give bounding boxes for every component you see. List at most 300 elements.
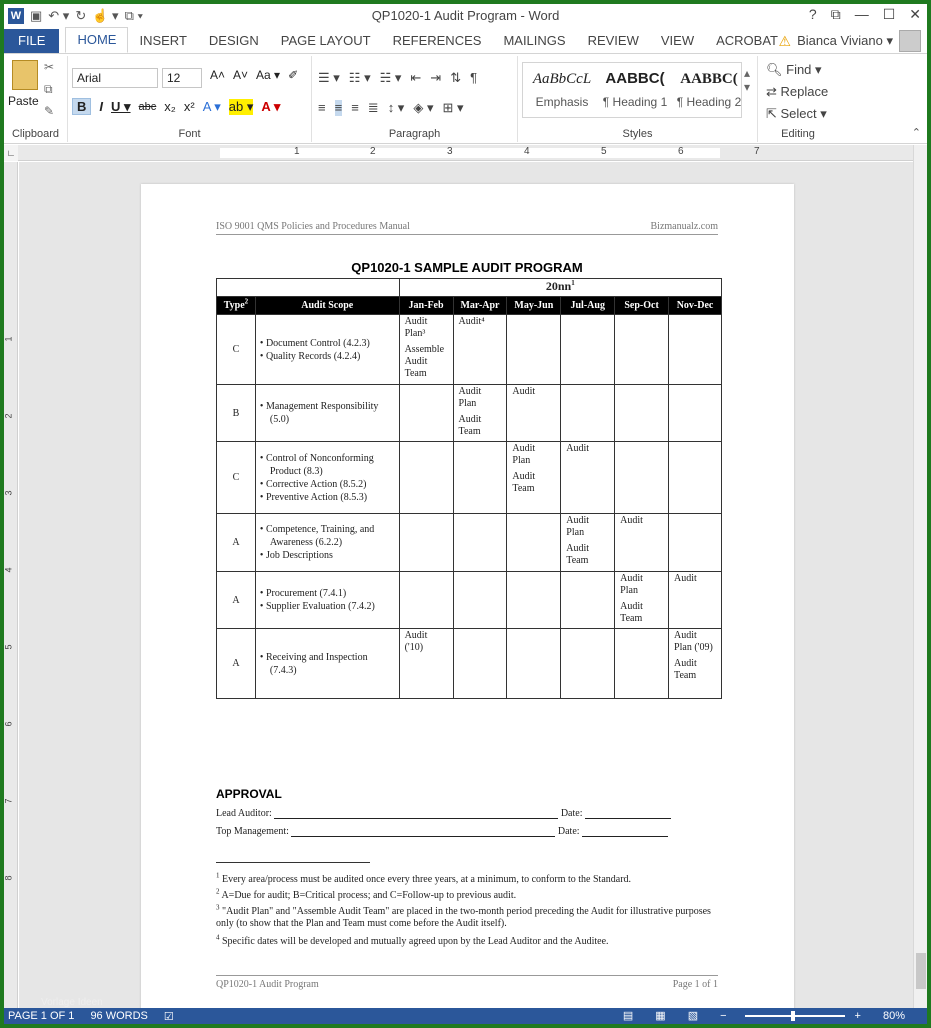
clipboard-group <box>4 56 68 142</box>
footnote-number: 3 <box>216 903 220 912</box>
schedule-cell <box>399 315 453 385</box>
scope-list <box>260 452 395 504</box>
save-icon[interactable]: ▣ <box>30 8 43 23</box>
redo-icon[interactable]: ↻ <box>75 8 87 23</box>
bullet-icon: • <box>259 491 266 503</box>
window-title: QP1020-1 Audit Program - Word <box>371 8 560 23</box>
table-row <box>217 385 722 442</box>
styles-gallery <box>522 62 742 118</box>
styles-scroll-icon[interactable]: ▴ ▾ <box>744 66 751 94</box>
zoom-out-icon[interactable]: − <box>720 1009 727 1022</box>
page-header <box>216 221 718 235</box>
schedule-entry: Audit⁴ <box>458 316 485 327</box>
document-title: QP1020-1 SAMPLE AUDIT PROGRAM <box>351 260 583 275</box>
select-label: Select ▾ <box>780 106 827 121</box>
style-heading2-name: ¶ Heading 2 <box>676 95 742 109</box>
scope-cell <box>255 629 399 699</box>
schedule-entry: Audit Plan <box>458 386 482 409</box>
copy-icon[interactable]: ⧉ <box>44 82 53 96</box>
footnote-number: 1 <box>216 871 220 880</box>
footnote-number: 2 <box>216 887 220 896</box>
scope-item <box>260 523 395 549</box>
bullet-icon: • <box>259 588 266 599</box>
bullet-icon: • <box>259 350 266 362</box>
scope-item <box>260 600 395 613</box>
column-header-type <box>217 297 256 315</box>
header-right: Bizmanualz.com <box>650 221 718 232</box>
font-name-box[interactable]: Arial <box>72 68 158 88</box>
cut-icon[interactable]: ✂ <box>44 60 55 74</box>
footnote-text: Specific dates will be developed and mutually agreed upon by the Lead Auditor and the Auditee. <box>222 936 609 947</box>
user-account[interactable] <box>779 30 921 52</box>
center-icon[interactable]: ≡ <box>334 100 343 115</box>
schedule-cell <box>669 514 722 572</box>
type-cell: B <box>217 385 256 442</box>
paragraph-group-label: Paragraph <box>388 128 441 140</box>
bullet-icon: • <box>259 478 266 490</box>
bullet-icon: • <box>259 651 266 663</box>
footnote <box>216 933 721 948</box>
type-cell: A <box>217 629 256 699</box>
page-count[interactable]: PAGE 1 OF 1 <box>8 1010 75 1022</box>
schedule-entry: Audit <box>620 515 643 526</box>
scope-item <box>260 400 395 426</box>
print-layout-icon[interactable]: ▦ <box>655 1010 666 1022</box>
sort-icon[interactable]: ⇅ <box>450 70 462 85</box>
ruler-number: 1 <box>294 146 300 157</box>
footer-left: QP1020-1 Audit Program <box>216 979 319 990</box>
paste-button[interactable]: Paste <box>8 94 39 108</box>
column-header-month: Mar-Apr <box>453 297 507 315</box>
scope-text: Competence, Training, and <box>265 524 375 535</box>
ruler-number: 6 <box>678 146 684 157</box>
paste-icon[interactable] <box>12 60 38 90</box>
scope-item <box>260 337 395 350</box>
ribbon-display-button[interactable]: ⧉ <box>830 6 841 22</box>
bullet-icon: • <box>259 401 266 412</box>
year-cell <box>399 279 721 297</box>
align-right-icon[interactable]: ≡ <box>351 100 359 115</box>
line-spacing-icon[interactable]: ↕ ▾ <box>387 100 405 115</box>
scope-text: Management Responsibility <box>265 401 379 412</box>
replace-label: Replace <box>780 84 829 99</box>
replace-button[interactable] <box>766 84 828 100</box>
scope-text: Supplier Evaluation (7.4.2) <box>265 601 375 612</box>
tab-acrobat[interactable]: ACROBAT <box>716 33 778 48</box>
vruler-number: 7 <box>4 798 14 804</box>
footnote <box>216 887 721 902</box>
column-header-month: Sep-Oct <box>615 297 669 315</box>
paragraph-group <box>312 56 518 142</box>
tab-page-layout[interactable]: PAGE LAYOUT <box>280 33 371 48</box>
find-button[interactable] <box>766 62 822 78</box>
footnote-text: A=Due for audit; B=Critical process; and C=Follow-up to previous audit. <box>221 890 517 901</box>
font-color-icon[interactable]: A ▾ <box>261 98 281 114</box>
text-effects-icon[interactable]: A ▾ <box>202 98 221 114</box>
borders-icon[interactable]: ⊞ ▾ <box>442 100 464 115</box>
schedule-cell <box>507 315 561 385</box>
clipboard-group-label: Clipboard <box>11 128 60 140</box>
font-group-label: Font <box>178 128 201 140</box>
strikethrough-button[interactable]: abc <box>138 100 157 113</box>
schedule-cell <box>615 385 669 442</box>
style-heading2[interactable] <box>673 69 745 109</box>
font-size-box[interactable]: 12 <box>162 68 202 88</box>
multilevel-list-icon[interactable]: ☵ ▾ <box>379 70 402 85</box>
schedule-cell <box>399 629 453 699</box>
schedule-cell <box>615 572 669 629</box>
italic-button[interactable]: I <box>99 99 104 114</box>
year-label: 20nn <box>545 279 572 293</box>
top-management-label: Top Management: <box>216 826 289 837</box>
approval-heading: APPROVAL <box>216 787 282 801</box>
underline-button[interactable]: U ▾ <box>111 98 131 114</box>
user-name[interactable]: Bianca Viviano ▾ <box>797 33 893 48</box>
style-emphasis-name: Emphasis <box>535 95 589 109</box>
quick-access-toolbar <box>4 8 143 24</box>
vruler-number: 8 <box>4 875 14 881</box>
tab-insert[interactable]: INSERT <box>139 33 187 48</box>
style-emphasis-preview: AaBbCcL <box>532 71 592 87</box>
ribbon <box>4 54 927 144</box>
vertical-ruler[interactable] <box>4 162 18 1008</box>
minimize-button[interactable]: — <box>854 6 869 22</box>
table-row <box>217 442 722 514</box>
warning-icon: ⚠ <box>778 32 792 49</box>
ruler-number: 3 <box>447 146 453 157</box>
scope-item <box>260 549 395 562</box>
status-bar <box>4 1008 927 1024</box>
scope-list <box>260 651 395 677</box>
scope-item <box>260 452 395 478</box>
scope-text: Corrective Action (8.5.2) <box>265 478 367 490</box>
lead-auditor-field[interactable] <box>274 809 558 819</box>
schedule-cell <box>561 385 615 442</box>
schedule-entry: Audit Team <box>458 414 482 437</box>
collapse-ribbon-icon[interactable]: ⌃ <box>911 127 921 139</box>
scope-cell <box>255 572 399 629</box>
find-icon: 🔍︎ <box>766 62 787 77</box>
schedule-entry: Assemble Audit Team <box>404 344 445 379</box>
schedule-cell <box>669 442 722 514</box>
vruler-number: 1 <box>4 336 14 342</box>
styles-group <box>518 56 758 142</box>
schedule-cell <box>669 629 722 699</box>
justify-icon[interactable]: ≣ <box>367 100 379 115</box>
type-cell: A <box>217 514 256 572</box>
align-left-icon[interactable]: ≡ <box>318 100 326 115</box>
top-management-date-field[interactable] <box>582 827 668 837</box>
schedule-cell <box>615 315 669 385</box>
replace-icon: ⇄ <box>766 84 781 99</box>
scrollbar-thumb[interactable] <box>916 953 926 989</box>
schedule-cell <box>561 572 615 629</box>
show-marks-icon[interactable]: ¶ <box>470 70 478 85</box>
lead-auditor-line <box>216 808 671 819</box>
scope-text: Procurement (7.4.1) <box>265 588 347 599</box>
date-label: Date: <box>557 826 580 837</box>
year-row-spacer <box>217 279 400 297</box>
schedule-cell <box>453 514 507 572</box>
schedule-cell <box>507 629 561 699</box>
styles-group-label: Styles <box>622 128 653 140</box>
window-controls <box>809 6 921 23</box>
date-label: Date: <box>560 808 583 819</box>
scope-cell <box>255 442 399 514</box>
schedule-cell <box>669 385 722 442</box>
tab-file[interactable]: FILE <box>4 29 59 53</box>
lead-auditor-date-field[interactable] <box>585 809 671 819</box>
schedule-cell <box>507 385 561 442</box>
bullet-icon: • <box>259 524 266 535</box>
scope-cell <box>255 315 399 385</box>
schedule-entry: Audit Team <box>674 658 697 681</box>
footnote-number: 4 <box>216 933 220 942</box>
tab-selector-icon[interactable]: ∟ <box>4 145 18 161</box>
schedule-cell <box>615 629 669 699</box>
horizontal-ruler[interactable] <box>18 145 913 161</box>
touch-mode-icon[interactable]: ☝ ▾ <box>92 8 119 23</box>
style-heading2-preview: AABBC( <box>680 71 738 87</box>
help-button[interactable]: ? <box>808 6 817 22</box>
shading-icon[interactable]: ◈ ▾ <box>413 100 434 115</box>
scope-text: Control of Nonconforming <box>265 452 374 464</box>
scope-item <box>260 651 395 677</box>
tab-mailings[interactable]: MAILINGS <box>503 33 566 48</box>
top-management-field[interactable] <box>291 827 555 837</box>
subscript-button[interactable]: x₂ <box>164 99 176 114</box>
schedule-cell <box>399 514 453 572</box>
tab-view[interactable]: VIEW <box>660 33 695 48</box>
schedule-entry: Audit ('10) <box>404 630 428 653</box>
schedule-cell <box>453 385 507 442</box>
lead-auditor-label: Lead Auditor: <box>216 808 272 819</box>
footnote <box>216 903 721 930</box>
table-row <box>217 629 722 699</box>
editing-group-label: Editing <box>781 128 815 140</box>
schedule-entry: Audit Team <box>566 543 590 566</box>
document-page[interactable] <box>141 184 794 1008</box>
find-label: Find ▾ <box>786 62 822 77</box>
schedule-cell <box>399 572 453 629</box>
column-header-month: Jul-Aug <box>561 297 615 315</box>
vruler-number: 6 <box>4 721 14 727</box>
tab-review[interactable]: REVIEW <box>587 33 639 48</box>
scope-text: Document Control (4.2.3) <box>265 337 370 349</box>
type-label: Type <box>223 300 245 311</box>
table-body <box>217 315 722 699</box>
tab-design[interactable]: DESIGN <box>208 33 259 48</box>
watermark-text: Vorlage Ideen <box>41 997 103 1008</box>
type-footnote-ref: 2 <box>244 297 249 306</box>
schedule-cell <box>453 572 507 629</box>
scope-cell <box>255 514 399 572</box>
zoom-control <box>619 1009 917 1022</box>
schedule-entry: Audit <box>566 443 590 454</box>
footer-right: Page 1 of 1 <box>672 979 718 990</box>
scope-text: Receiving and Inspection <box>265 651 368 663</box>
style-heading1[interactable] <box>599 69 671 109</box>
column-header-month: May-Jun <box>507 297 561 315</box>
scope-list <box>260 337 395 363</box>
schedule-entry: Audit Plan <box>620 573 643 596</box>
table-row <box>217 514 722 572</box>
font-row-2 <box>72 98 280 115</box>
vruler-number: 3 <box>4 490 14 496</box>
font-row-1 <box>210 68 298 82</box>
audit-program-table <box>216 278 722 699</box>
change-case-icon[interactable]: Aa ▾ <box>256 68 281 82</box>
schedule-entry: Audit Team <box>512 471 536 494</box>
style-heading1-preview: AABBC( <box>605 70 665 87</box>
ruler-number: 7 <box>754 146 760 157</box>
bullets-icon[interactable]: ☰ ▾ <box>318 70 340 85</box>
scope-item <box>260 478 395 491</box>
word-count[interactable]: 96 WORDS <box>90 1010 148 1022</box>
bullet-icon: • <box>259 550 266 561</box>
table-row <box>217 315 722 385</box>
clear-formatting-icon[interactable]: ✐ <box>288 68 299 82</box>
schedule-cell <box>561 315 615 385</box>
bold-button[interactable]: B <box>72 98 91 115</box>
schedule-cell <box>453 442 507 514</box>
schedule-entry: Audit Plan³ <box>404 316 428 339</box>
scope-text-continued: (7.4.3) <box>269 664 297 676</box>
schedule-entry: Audit Plan <box>566 515 590 538</box>
word-logo-icon: W <box>8 8 24 24</box>
maximize-button[interactable]: ☐ <box>882 6 896 22</box>
scope-text-continued: (5.0) <box>269 414 290 425</box>
scope-list <box>260 587 395 613</box>
footnote <box>216 871 721 886</box>
tab-references[interactable]: REFERENCES <box>392 33 482 48</box>
scope-item <box>260 491 395 504</box>
ruler-number: 5 <box>601 146 607 157</box>
scope-text-continued: Product (8.3) <box>269 465 323 477</box>
highlight-icon[interactable]: ab ▾ <box>228 98 254 114</box>
schedule-cell <box>399 385 453 442</box>
superscript-button[interactable]: x² <box>183 99 195 114</box>
ribbon-tabs <box>4 28 927 54</box>
undo-icon[interactable]: ↶ ▾ <box>48 8 70 23</box>
table-row <box>217 572 722 629</box>
scope-item <box>260 587 395 600</box>
paragraph-row-1 <box>318 70 477 86</box>
style-heading1-name: ¶ Heading 1 <box>602 95 668 109</box>
vertical-scrollbar[interactable] <box>913 145 927 1008</box>
column-header-month: Jan-Feb <box>399 297 453 315</box>
scope-text: Job Descriptions <box>265 550 333 561</box>
select-icon: ⇱ <box>766 106 781 121</box>
schedule-entry: Audit Plan <box>512 443 536 466</box>
column-header-scope: Audit Scope <box>255 297 399 315</box>
document-canvas[interactable] <box>19 162 913 1008</box>
tab-home[interactable]: HOME <box>65 27 128 53</box>
table-header-row <box>217 297 722 315</box>
font-group <box>68 56 312 142</box>
schedule-cell <box>669 572 722 629</box>
type-cell: C <box>217 315 256 385</box>
editing-group <box>758 56 838 142</box>
bullet-icon: • <box>259 452 266 464</box>
page-footer <box>216 975 718 990</box>
schedule-entry: Audit Team <box>620 601 643 624</box>
footnote-separator <box>216 862 370 863</box>
type-cell: C <box>217 442 256 514</box>
shrink-font-icon[interactable]: A˅ <box>233 68 249 82</box>
schedule-entry: Audit Plan ('09) <box>674 630 713 653</box>
style-emphasis[interactable] <box>527 69 597 109</box>
schedule-cell <box>453 629 507 699</box>
zoom-in-icon[interactable]: + <box>854 1009 861 1022</box>
top-management-line <box>216 826 668 837</box>
schedule-entry: Audit <box>512 386 536 397</box>
footnote-text: "Audit Plan" and "Assemble Audit Team" are placed in the two-month period preceding the Audit for illustrative purposes only (to show that the Plan and Team must come before the Audit itself). <box>216 906 711 929</box>
paragraph-row-2 <box>318 100 464 116</box>
close-button[interactable]: ✕ <box>909 6 921 22</box>
customize-qat-icon[interactable]: ⧉ ▾ <box>124 8 143 23</box>
schedule-cell <box>561 442 615 514</box>
read-mode-icon[interactable]: ▤ <box>622 1010 634 1022</box>
select-button[interactable] <box>766 106 827 122</box>
numbering-icon[interactable]: ☷ ▾ <box>348 70 371 85</box>
vruler-number: 5 <box>4 644 14 650</box>
schedule-cell <box>453 315 507 385</box>
zoom-slider[interactable] <box>745 1015 845 1017</box>
year-footnote-ref: 1 <box>571 279 575 287</box>
ruler-number: 4 <box>524 146 530 157</box>
format-painter-icon[interactable]: ✎ <box>44 104 55 118</box>
bullet-icon: • <box>259 601 266 612</box>
vruler-number: 2 <box>4 413 14 419</box>
scope-list <box>260 400 395 426</box>
zoom-level[interactable]: 80% <box>882 1009 905 1022</box>
header-left: ISO 9001 QMS Policies and Procedures Manual <box>216 221 410 232</box>
year-row <box>217 279 722 297</box>
word-window <box>4 4 927 1024</box>
scope-cell <box>255 385 399 442</box>
footnote-text: Every area/process must be audited once every three years, at a minimum, to conform to the Standard. <box>222 874 632 885</box>
scope-text: Preventive Action (8.5.3) <box>265 491 368 503</box>
zoom-slider-knob[interactable] <box>791 1011 795 1021</box>
grow-font-icon[interactable]: A˄ <box>210 68 226 82</box>
avatar[interactable] <box>899 30 921 52</box>
scope-text-continued: Awareness (6.2.2) <box>269 537 343 548</box>
schedule-cell <box>507 514 561 572</box>
ruler-number: 2 <box>370 146 376 157</box>
schedule-cell <box>615 442 669 514</box>
schedule-entry: Audit <box>674 573 697 584</box>
title-bar <box>4 4 927 28</box>
scope-item <box>260 350 395 363</box>
schedule-cell <box>669 315 722 385</box>
scope-list <box>260 523 395 562</box>
proofing-icon[interactable]: ☑ <box>163 1010 174 1023</box>
scope-text: Quality Records (4.2.4) <box>265 350 361 362</box>
schedule-cell <box>507 442 561 514</box>
web-layout-icon[interactable]: ▧ <box>687 1010 699 1022</box>
type-cell: A <box>217 572 256 629</box>
decrease-indent-icon[interactable]: ⇤ <box>410 70 422 85</box>
schedule-cell <box>561 629 615 699</box>
vruler-number: 4 <box>4 567 14 573</box>
schedule-cell <box>561 514 615 572</box>
schedule-cell <box>507 572 561 629</box>
increase-indent-icon[interactable]: ⇥ <box>430 70 442 85</box>
column-header-month: Nov-Dec <box>669 297 722 315</box>
schedule-cell <box>399 442 453 514</box>
bullet-icon: • <box>259 337 266 349</box>
